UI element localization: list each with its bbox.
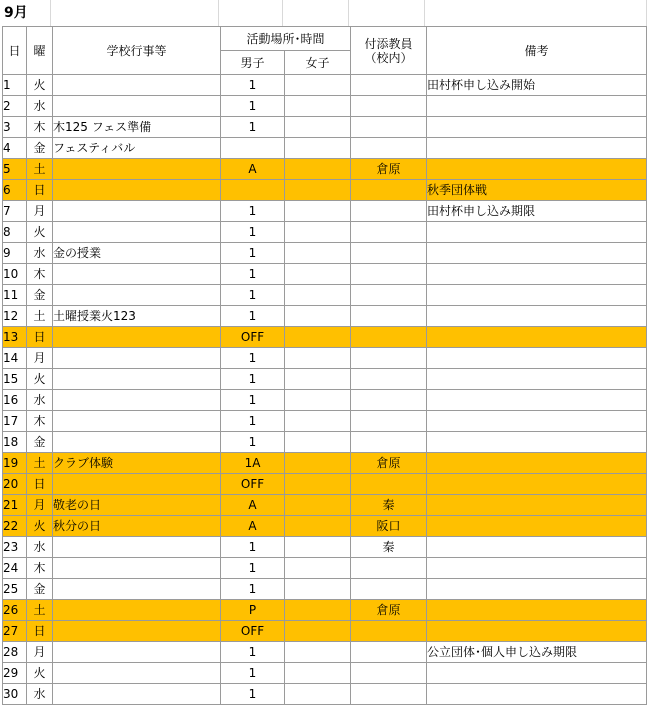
- weekday-cell[interactable]: 土: [27, 306, 53, 327]
- table-row: [3, 75, 647, 96]
- day-cell[interactable]: 20: [3, 474, 27, 495]
- teacher-cell[interactable]: [351, 264, 427, 285]
- weekday-cell[interactable]: 月: [27, 642, 53, 663]
- day-cell[interactable]: 13: [3, 327, 27, 348]
- remarks-cell[interactable]: [427, 306, 647, 327]
- boys-cell[interactable]: 1: [221, 243, 285, 264]
- weekday-cell[interactable]: 木: [27, 558, 53, 579]
- teacher-cell[interactable]: [351, 180, 427, 201]
- teacher-cell[interactable]: [351, 222, 427, 243]
- weekday-cell[interactable]: 木: [27, 411, 53, 432]
- teacher-cell[interactable]: [351, 327, 427, 348]
- table-row: [3, 390, 647, 411]
- boys-cell[interactable]: 1: [221, 222, 285, 243]
- weekday-cell[interactable]: 木: [27, 264, 53, 285]
- boys-cell[interactable]: [221, 180, 285, 201]
- table-row: [3, 453, 647, 474]
- weekday-cell[interactable]: 火: [27, 75, 53, 96]
- boys-cell[interactable]: 1: [221, 663, 285, 684]
- weekday-cell[interactable]: 月: [27, 201, 53, 222]
- weekday-cell[interactable]: 水: [27, 684, 53, 705]
- table-row: [3, 348, 647, 369]
- remarks-cell[interactable]: [427, 579, 647, 600]
- girls-cell[interactable]: [285, 642, 351, 663]
- girls-cell[interactable]: [285, 600, 351, 621]
- remarks-cell[interactable]: [427, 390, 647, 411]
- event-cell[interactable]: [53, 684, 221, 705]
- girls-cell[interactable]: [285, 516, 351, 537]
- girls-cell[interactable]: [285, 537, 351, 558]
- girls-cell[interactable]: [285, 96, 351, 117]
- teacher-cell[interactable]: [351, 474, 427, 495]
- boys-cell[interactable]: [221, 138, 285, 159]
- header-boys: 男子: [221, 51, 285, 75]
- table-row: [3, 474, 647, 495]
- boys-cell[interactable]: A: [221, 495, 285, 516]
- event-cell[interactable]: クラブ体験: [53, 453, 221, 474]
- boys-cell[interactable]: 1: [221, 75, 285, 96]
- teacher-cell[interactable]: [351, 96, 427, 117]
- remarks-cell[interactable]: [427, 474, 647, 495]
- day-cell[interactable]: 28: [3, 642, 27, 663]
- girls-cell[interactable]: [285, 138, 351, 159]
- remarks-cell[interactable]: [427, 222, 647, 243]
- remarks-cell[interactable]: [427, 537, 647, 558]
- day-cell[interactable]: 17: [3, 411, 27, 432]
- table-row: [3, 642, 647, 663]
- teacher-cell[interactable]: 倉原: [351, 600, 427, 621]
- weekday-cell[interactable]: 水: [27, 96, 53, 117]
- remarks-cell[interactable]: [427, 453, 647, 474]
- table-row: [3, 285, 647, 306]
- day-cell[interactable]: 2: [3, 96, 27, 117]
- table-row: [3, 201, 647, 222]
- boys-cell[interactable]: 1: [221, 369, 285, 390]
- day-cell[interactable]: 14: [3, 348, 27, 369]
- boys-cell[interactable]: 1: [221, 264, 285, 285]
- boys-cell[interactable]: 1: [221, 579, 285, 600]
- weekday-cell[interactable]: 土: [27, 453, 53, 474]
- teacher-cell[interactable]: [351, 285, 427, 306]
- table-row: [3, 306, 647, 327]
- weekday-cell[interactable]: 月: [27, 495, 53, 516]
- day-cell[interactable]: 18: [3, 432, 27, 453]
- header-remarks: 備考: [427, 27, 647, 75]
- teacher-cell[interactable]: 倉原: [351, 159, 427, 180]
- event-cell[interactable]: 秋分の日: [53, 516, 221, 537]
- teacher-cell[interactable]: 倉原: [351, 453, 427, 474]
- remarks-cell[interactable]: [427, 348, 647, 369]
- remarks-cell[interactable]: [427, 516, 647, 537]
- table-row: [3, 432, 647, 453]
- event-cell[interactable]: [53, 222, 221, 243]
- girls-cell[interactable]: [285, 432, 351, 453]
- day-cell[interactable]: 25: [3, 579, 27, 600]
- day-cell[interactable]: 26: [3, 600, 27, 621]
- teacher-cell[interactable]: [351, 201, 427, 222]
- schedule-table: [2, 26, 647, 705]
- event-cell[interactable]: [53, 642, 221, 663]
- girls-cell[interactable]: [285, 285, 351, 306]
- teacher-cell[interactable]: [351, 390, 427, 411]
- girls-cell[interactable]: [285, 558, 351, 579]
- girls-cell[interactable]: [285, 159, 351, 180]
- event-cell[interactable]: [53, 474, 221, 495]
- month-title: 9月: [4, 5, 28, 21]
- table-row: [3, 159, 647, 180]
- remarks-cell[interactable]: [427, 96, 647, 117]
- header-girls: 女子: [285, 51, 351, 75]
- weekday-cell[interactable]: 日: [27, 474, 53, 495]
- day-cell[interactable]: 3: [3, 117, 27, 138]
- day-cell[interactable]: 6: [3, 180, 27, 201]
- table-row: [3, 684, 647, 705]
- event-cell[interactable]: [53, 600, 221, 621]
- event-cell[interactable]: [53, 159, 221, 180]
- remarks-cell[interactable]: [427, 159, 647, 180]
- table-row: [3, 117, 647, 138]
- weekday-cell[interactable]: 金: [27, 579, 53, 600]
- header-activity-place-time: 活動場所･時間: [221, 27, 351, 51]
- boys-cell[interactable]: 1: [221, 432, 285, 453]
- weekday-cell[interactable]: 金: [27, 285, 53, 306]
- table-row: [3, 180, 647, 201]
- event-cell[interactable]: [53, 180, 221, 201]
- teacher-cell[interactable]: [351, 369, 427, 390]
- weekday-cell[interactable]: 日: [27, 180, 53, 201]
- weekday-cell[interactable]: 金: [27, 138, 53, 159]
- girls-cell[interactable]: [285, 663, 351, 684]
- boys-cell[interactable]: OFF: [221, 327, 285, 348]
- event-cell[interactable]: [53, 621, 221, 642]
- remarks-cell[interactable]: [427, 432, 647, 453]
- table-row: [3, 621, 647, 642]
- teacher-cell[interactable]: [351, 579, 427, 600]
- boys-cell[interactable]: 1: [221, 558, 285, 579]
- table-row: [3, 663, 647, 684]
- event-cell[interactable]: 敬老の日: [53, 495, 221, 516]
- event-cell[interactable]: [53, 264, 221, 285]
- weekday-cell[interactable]: 日: [27, 621, 53, 642]
- weekday-cell[interactable]: 水: [27, 243, 53, 264]
- day-cell[interactable]: 21: [3, 495, 27, 516]
- boys-cell[interactable]: 1: [221, 96, 285, 117]
- remarks-cell[interactable]: [427, 264, 647, 285]
- teacher-cell[interactable]: [351, 243, 427, 264]
- weekday-cell[interactable]: 土: [27, 159, 53, 180]
- table-row: [3, 495, 647, 516]
- remarks-cell[interactable]: 田村杯申し込み開始: [427, 75, 647, 96]
- teacher-cell[interactable]: [351, 411, 427, 432]
- weekday-cell[interactable]: 火: [27, 663, 53, 684]
- boys-cell[interactable]: 1: [221, 411, 285, 432]
- remarks-cell[interactable]: 田村杯申し込み期限: [427, 201, 647, 222]
- weekday-cell[interactable]: 日: [27, 327, 53, 348]
- event-cell[interactable]: 木125 フェス準備: [53, 117, 221, 138]
- remarks-cell[interactable]: [427, 684, 647, 705]
- boys-cell[interactable]: 1: [221, 537, 285, 558]
- event-cell[interactable]: フェスティバル: [53, 138, 221, 159]
- day-cell[interactable]: 22: [3, 516, 27, 537]
- remarks-cell[interactable]: [427, 411, 647, 432]
- day-cell[interactable]: 10: [3, 264, 27, 285]
- day-cell[interactable]: 7: [3, 201, 27, 222]
- table-row: [3, 369, 647, 390]
- boys-cell[interactable]: A: [221, 516, 285, 537]
- table-row: [3, 537, 647, 558]
- remarks-cell[interactable]: [427, 369, 647, 390]
- weekday-cell[interactable]: 土: [27, 600, 53, 621]
- boys-cell[interactable]: 1: [221, 306, 285, 327]
- remarks-cell[interactable]: [427, 663, 647, 684]
- top-gridlines: [0, 0, 647, 26]
- day-cell[interactable]: 29: [3, 663, 27, 684]
- weekday-cell[interactable]: 水: [27, 390, 53, 411]
- header-school-events: 学校行事等: [53, 27, 221, 75]
- day-cell[interactable]: 23: [3, 537, 27, 558]
- weekday-cell[interactable]: 火: [27, 516, 53, 537]
- event-cell[interactable]: [53, 411, 221, 432]
- schedule-rows: [3, 75, 647, 705]
- day-cell[interactable]: 9: [3, 243, 27, 264]
- event-cell[interactable]: [53, 369, 221, 390]
- event-cell[interactable]: [53, 663, 221, 684]
- event-cell[interactable]: [53, 75, 221, 96]
- remarks-cell[interactable]: [427, 243, 647, 264]
- teacher-cell[interactable]: [351, 348, 427, 369]
- day-cell[interactable]: 19: [3, 453, 27, 474]
- day-cell[interactable]: 1: [3, 75, 27, 96]
- girls-cell[interactable]: [285, 621, 351, 642]
- girls-cell[interactable]: [285, 369, 351, 390]
- weekday-cell[interactable]: 水: [27, 537, 53, 558]
- day-cell[interactable]: 30: [3, 684, 27, 705]
- teacher-cell[interactable]: 秦: [351, 537, 427, 558]
- remarks-cell[interactable]: [427, 558, 647, 579]
- remarks-cell[interactable]: [427, 138, 647, 159]
- girls-cell[interactable]: [285, 390, 351, 411]
- event-cell[interactable]: [53, 390, 221, 411]
- remarks-cell[interactable]: [427, 495, 647, 516]
- teacher-cell[interactable]: [351, 75, 427, 96]
- teacher-cell[interactable]: 秦: [351, 495, 427, 516]
- girls-cell[interactable]: [285, 117, 351, 138]
- girls-cell[interactable]: [285, 264, 351, 285]
- remarks-cell[interactable]: [427, 117, 647, 138]
- boys-cell[interactable]: 1: [221, 684, 285, 705]
- event-cell[interactable]: [53, 201, 221, 222]
- day-cell[interactable]: 8: [3, 222, 27, 243]
- table-row: [3, 264, 647, 285]
- boys-cell[interactable]: P: [221, 600, 285, 621]
- teacher-cell[interactable]: [351, 432, 427, 453]
- day-cell[interactable]: 15: [3, 369, 27, 390]
- weekday-cell[interactable]: 月: [27, 348, 53, 369]
- teacher-cell[interactable]: [351, 642, 427, 663]
- girls-cell[interactable]: [285, 453, 351, 474]
- teacher-cell[interactable]: [351, 117, 427, 138]
- weekday-cell[interactable]: 火: [27, 222, 53, 243]
- girls-cell[interactable]: [285, 243, 351, 264]
- remarks-cell[interactable]: [427, 621, 647, 642]
- remarks-cell[interactable]: [427, 600, 647, 621]
- boys-cell[interactable]: 1: [221, 642, 285, 663]
- teacher-cell[interactable]: [351, 684, 427, 705]
- day-cell[interactable]: 4: [3, 138, 27, 159]
- remarks-cell[interactable]: 公立団体･個人申し込み期限: [427, 642, 647, 663]
- boys-cell[interactable]: 1: [221, 117, 285, 138]
- girls-cell[interactable]: [285, 411, 351, 432]
- girls-cell[interactable]: [285, 474, 351, 495]
- girls-cell[interactable]: [285, 75, 351, 96]
- day-cell[interactable]: 12: [3, 306, 27, 327]
- boys-cell[interactable]: 1: [221, 201, 285, 222]
- event-cell[interactable]: [53, 579, 221, 600]
- day-cell[interactable]: 24: [3, 558, 27, 579]
- table-row: [3, 243, 647, 264]
- header-weekday: 曜: [27, 27, 53, 75]
- event-cell[interactable]: [53, 285, 221, 306]
- table-row: [3, 600, 647, 621]
- girls-cell[interactable]: [285, 348, 351, 369]
- teacher-cell[interactable]: [351, 558, 427, 579]
- remarks-cell[interactable]: 秋季団体戦: [427, 180, 647, 201]
- girls-cell[interactable]: [285, 495, 351, 516]
- table-row: [3, 138, 647, 159]
- event-cell[interactable]: 金の授業: [53, 243, 221, 264]
- event-cell[interactable]: [53, 432, 221, 453]
- table-row: [3, 327, 647, 348]
- boys-cell[interactable]: 1: [221, 285, 285, 306]
- teacher-cell[interactable]: [351, 306, 427, 327]
- girls-cell[interactable]: [285, 327, 351, 348]
- remarks-cell[interactable]: [427, 285, 647, 306]
- girls-cell[interactable]: [285, 180, 351, 201]
- weekday-cell[interactable]: 木: [27, 117, 53, 138]
- event-cell[interactable]: [53, 327, 221, 348]
- teacher-cell[interactable]: [351, 663, 427, 684]
- teacher-cell[interactable]: 阪口: [351, 516, 427, 537]
- boys-cell[interactable]: 1: [221, 390, 285, 411]
- girls-cell[interactable]: [285, 579, 351, 600]
- remarks-cell[interactable]: [427, 327, 647, 348]
- table-row: [3, 558, 647, 579]
- day-cell[interactable]: 5: [3, 159, 27, 180]
- boys-cell[interactable]: 1: [221, 348, 285, 369]
- table-row: [3, 222, 647, 243]
- day-cell[interactable]: 11: [3, 285, 27, 306]
- day-cell[interactable]: 16: [3, 390, 27, 411]
- boys-cell[interactable]: 1A: [221, 453, 285, 474]
- header-day: 日: [3, 27, 27, 75]
- boys-cell[interactable]: OFF: [221, 621, 285, 642]
- table-row: [3, 411, 647, 432]
- event-cell[interactable]: [53, 96, 221, 117]
- weekday-cell[interactable]: 火: [27, 369, 53, 390]
- header-accompanying-teacher: 付添教員 （校内）: [351, 27, 427, 75]
- table-row: [3, 96, 647, 117]
- teacher-cell[interactable]: [351, 138, 427, 159]
- girls-cell[interactable]: [285, 222, 351, 243]
- boys-cell[interactable]: OFF: [221, 474, 285, 495]
- event-cell[interactable]: [53, 348, 221, 369]
- girls-cell[interactable]: [285, 684, 351, 705]
- table-row: [3, 516, 647, 537]
- table-row: [3, 579, 647, 600]
- girls-cell[interactable]: [285, 306, 351, 327]
- teacher-cell[interactable]: [351, 621, 427, 642]
- weekday-cell[interactable]: 金: [27, 432, 53, 453]
- girls-cell[interactable]: [285, 201, 351, 222]
- boys-cell[interactable]: A: [221, 159, 285, 180]
- day-cell[interactable]: 27: [3, 621, 27, 642]
- event-cell[interactable]: 土曜授業火123: [53, 306, 221, 327]
- event-cell[interactable]: [53, 558, 221, 579]
- event-cell[interactable]: [53, 537, 221, 558]
